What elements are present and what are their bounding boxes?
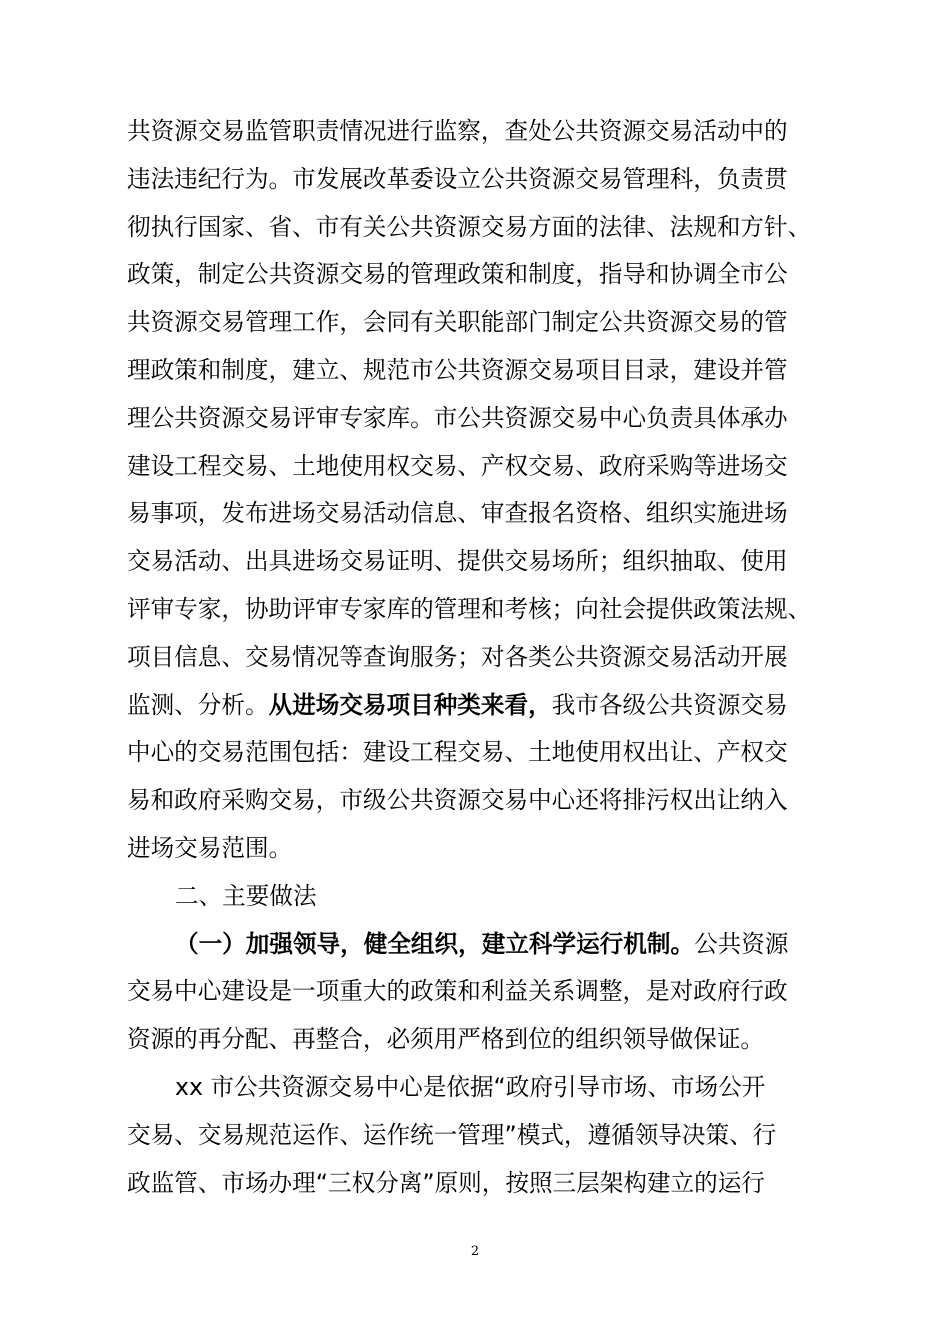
text-line: 易事项，发布进场交易活动信息、审查报名资格、组织实施进场	[127, 499, 788, 528]
text-line: 项目信息、交易情况等查询服务；对各类公共资源交易活动开展	[127, 642, 788, 671]
text-line: 彻执行国家、省、市有关公共资源交易方面的法律、法规和方针、	[127, 212, 812, 241]
text-line: 违法违纪行为。市发展改革委设立公共资源交易管理科，负责贯	[127, 164, 788, 193]
text-run: 公共资源	[694, 929, 789, 958]
text-line: 易和政府采购交易，市级公共资源交易中心还将排污权出让纳入	[127, 786, 788, 815]
text-line: 交易中心建设是一项重大的政策和利益关系调整，是对政府行政	[127, 977, 788, 1006]
bold-subheading: （一）加强领导，健全组织，建立科学运行机制。	[175, 929, 695, 958]
text-line: 资源的再分配、再整合，必须用严格到位的组织领导做保证。	[127, 1025, 765, 1054]
text-line: 政监管、市场办理“三权分离”原则，按照三层架构建立的运行	[127, 1168, 765, 1197]
text-line: 交易活动、出具进场交易证明、提供交易场所；组织抽取、使用	[127, 547, 788, 576]
text-line	[127, 682, 837, 730]
text-line: 理公共资源交易评审专家库。市公共资源交易中心负责具体承办	[127, 403, 788, 432]
text-line: 政策，制定公共资源交易的管理政策和制度，指导和协调全市公	[127, 260, 788, 289]
text-run: 我市各级公共资源交易	[551, 690, 788, 719]
text-line: 建设工程交易、土地使用权交易、产权交易、政府采购等进场交	[127, 451, 788, 480]
section-heading: 二、主要做法	[175, 881, 317, 910]
page-number: 2	[470, 1244, 480, 1259]
text-line: 理政策和制度，建立、规范市公共资源交易项目目录，建设并管	[127, 355, 788, 384]
text-line: 共资源交易监管职责情况进行监察，查处公共资源交易活动中的	[127, 117, 788, 145]
text-line: 评审专家，协助评审专家库的管理和考核；向社会提供政策法规、	[127, 594, 812, 623]
text-line	[127, 921, 837, 969]
bold-text-run: 从进场交易项目种类来看，	[268, 690, 552, 719]
text-line: 交易、交易规范运作、运作统一管理”模式，遵循领导决策、行	[127, 1120, 777, 1149]
text-line: 中心的交易范围包括：建设工程交易、土地使用权出让、产权交	[127, 738, 788, 767]
body-text	[127, 108, 837, 1207]
text-run: 监测、分析。	[127, 690, 269, 719]
text-line: 共资源交易管理工作，会同有关职能部门制定公共资源交易的管	[127, 308, 788, 337]
text-line: xx 市公共资源交易中心是依据“政府引导市场、市场公开	[175, 1072, 766, 1101]
text-line: 进场交易范围。	[127, 833, 293, 862]
